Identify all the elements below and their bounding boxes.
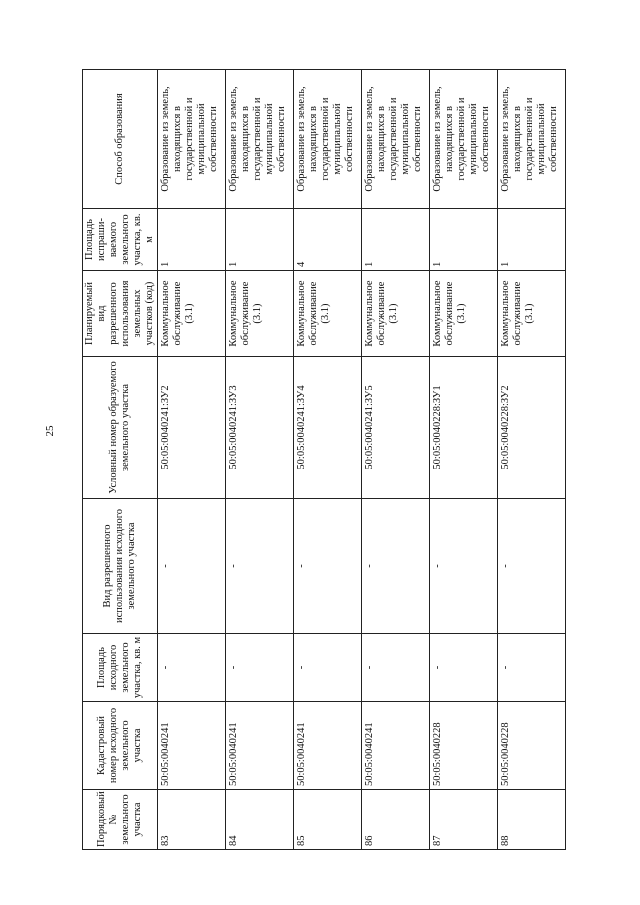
cell-source-use: - <box>226 499 294 634</box>
cell-planned-use: Коммунальное обслуживание (3.1) <box>158 271 226 357</box>
cell-source-area: - <box>430 634 498 702</box>
cell-cadastral-number: 50:05:0040241 <box>158 702 226 790</box>
cell-source-area: - <box>158 634 226 702</box>
cell-planned-use: Коммунальное обслуживание (3.1) <box>226 271 294 357</box>
cell-planned-use: Коммунальное обслуживание (3.1) <box>430 271 498 357</box>
cell-source-area: - <box>294 634 362 702</box>
table-row <box>362 70 430 850</box>
header-source-use: Вид разрешенного использования исходного земельного участка <box>83 499 158 634</box>
cell-plot-number: 88 <box>498 790 566 850</box>
header-formation-method: Способ образования <box>83 70 158 209</box>
cell-requested-area: 1 <box>158 209 226 271</box>
cell-conditional-number: 50:05:0040241:ЗУ2 <box>158 357 226 499</box>
header-conditional-number: Условный номер образуемого земельного участка <box>83 357 158 499</box>
table-row <box>158 70 226 850</box>
cell-source-use: - <box>498 499 566 634</box>
cell-conditional-number: 50:05:0040241:ЗУ3 <box>226 357 294 499</box>
cell-formation-method: Образование из земель, находящихся в государственной и муниципальной собственности <box>430 70 498 209</box>
cell-formation-method: Образование из земель, находящихся в государственной и муниципальной собственности <box>158 70 226 209</box>
cell-source-area: - <box>226 634 294 702</box>
cell-cadastral-number: 50:05:0040228 <box>430 702 498 790</box>
cell-conditional-number: 50:05:0040241:ЗУ4 <box>294 357 362 499</box>
cell-formation-method: Образование из земель, находящихся в государственной и муниципальной собственности <box>294 70 362 209</box>
cell-conditional-number: 50:05:0040228:ЗУ1 <box>430 357 498 499</box>
cell-cadastral-number: 50:05:0040241 <box>226 702 294 790</box>
cell-requested-area: 1 <box>498 209 566 271</box>
header-cadastral-number: Кадастровый номер исходного земельного участка <box>83 702 158 790</box>
table-row <box>226 70 294 850</box>
cell-plot-number: 87 <box>430 790 498 850</box>
land-plots-table <box>82 69 566 850</box>
cell-source-use: - <box>430 499 498 634</box>
table-row <box>498 70 566 850</box>
header-planned-use: Планируемый вид разрешенного использования земельных участков (код) <box>83 271 158 357</box>
header-requested-area: Площадь испраши-ваемого земельного участка, кв. м <box>83 209 158 271</box>
cell-formation-method: Образование из земель, находящихся в государственной и муниципальной собственности <box>498 70 566 209</box>
cell-source-use: - <box>294 499 362 634</box>
table-row <box>430 70 498 850</box>
cell-plot-number: 84 <box>226 790 294 850</box>
cell-requested-area: 1 <box>226 209 294 271</box>
cell-requested-area: 1 <box>362 209 430 271</box>
header-plot-number: Порядковый № земельного участка <box>83 790 158 850</box>
cell-source-use: - <box>362 499 430 634</box>
cell-plot-number: 83 <box>158 790 226 850</box>
cell-cadastral-number: 50:05:0040228 <box>498 702 566 790</box>
cell-cadastral-number: 50:05:0040241 <box>294 702 362 790</box>
rotated-table-container <box>82 70 582 850</box>
cell-planned-use: Коммунальное обслуживание (3.1) <box>498 271 566 357</box>
cell-planned-use: Коммунальное обслуживание (3.1) <box>362 271 430 357</box>
cell-source-area: - <box>362 634 430 702</box>
table-row <box>294 70 362 850</box>
cell-conditional-number: 50:05:0040228:ЗУ2 <box>498 357 566 499</box>
cell-plot-number: 86 <box>362 790 430 850</box>
cell-formation-method: Образование из земель, находящихся в государственной и муниципальной собственности <box>226 70 294 209</box>
cell-cadastral-number: 50:05:0040241 <box>362 702 430 790</box>
cell-requested-area: 4 <box>294 209 362 271</box>
cell-source-area: - <box>498 634 566 702</box>
cell-conditional-number: 50:05:0040241:ЗУ5 <box>362 357 430 499</box>
header-source-area: Площадь исходного земельного участка, кв. м <box>83 634 158 702</box>
cell-source-use: - <box>158 499 226 634</box>
page-number: 25 <box>44 425 56 437</box>
table-header-row <box>83 70 158 850</box>
cell-plot-number: 85 <box>294 790 362 850</box>
cell-formation-method: Образование из земель, находящихся в государственной и муниципальной собственности <box>362 70 430 209</box>
cell-requested-area: 1 <box>430 209 498 271</box>
cell-planned-use: Коммунальное обслуживание (3.1) <box>294 271 362 357</box>
